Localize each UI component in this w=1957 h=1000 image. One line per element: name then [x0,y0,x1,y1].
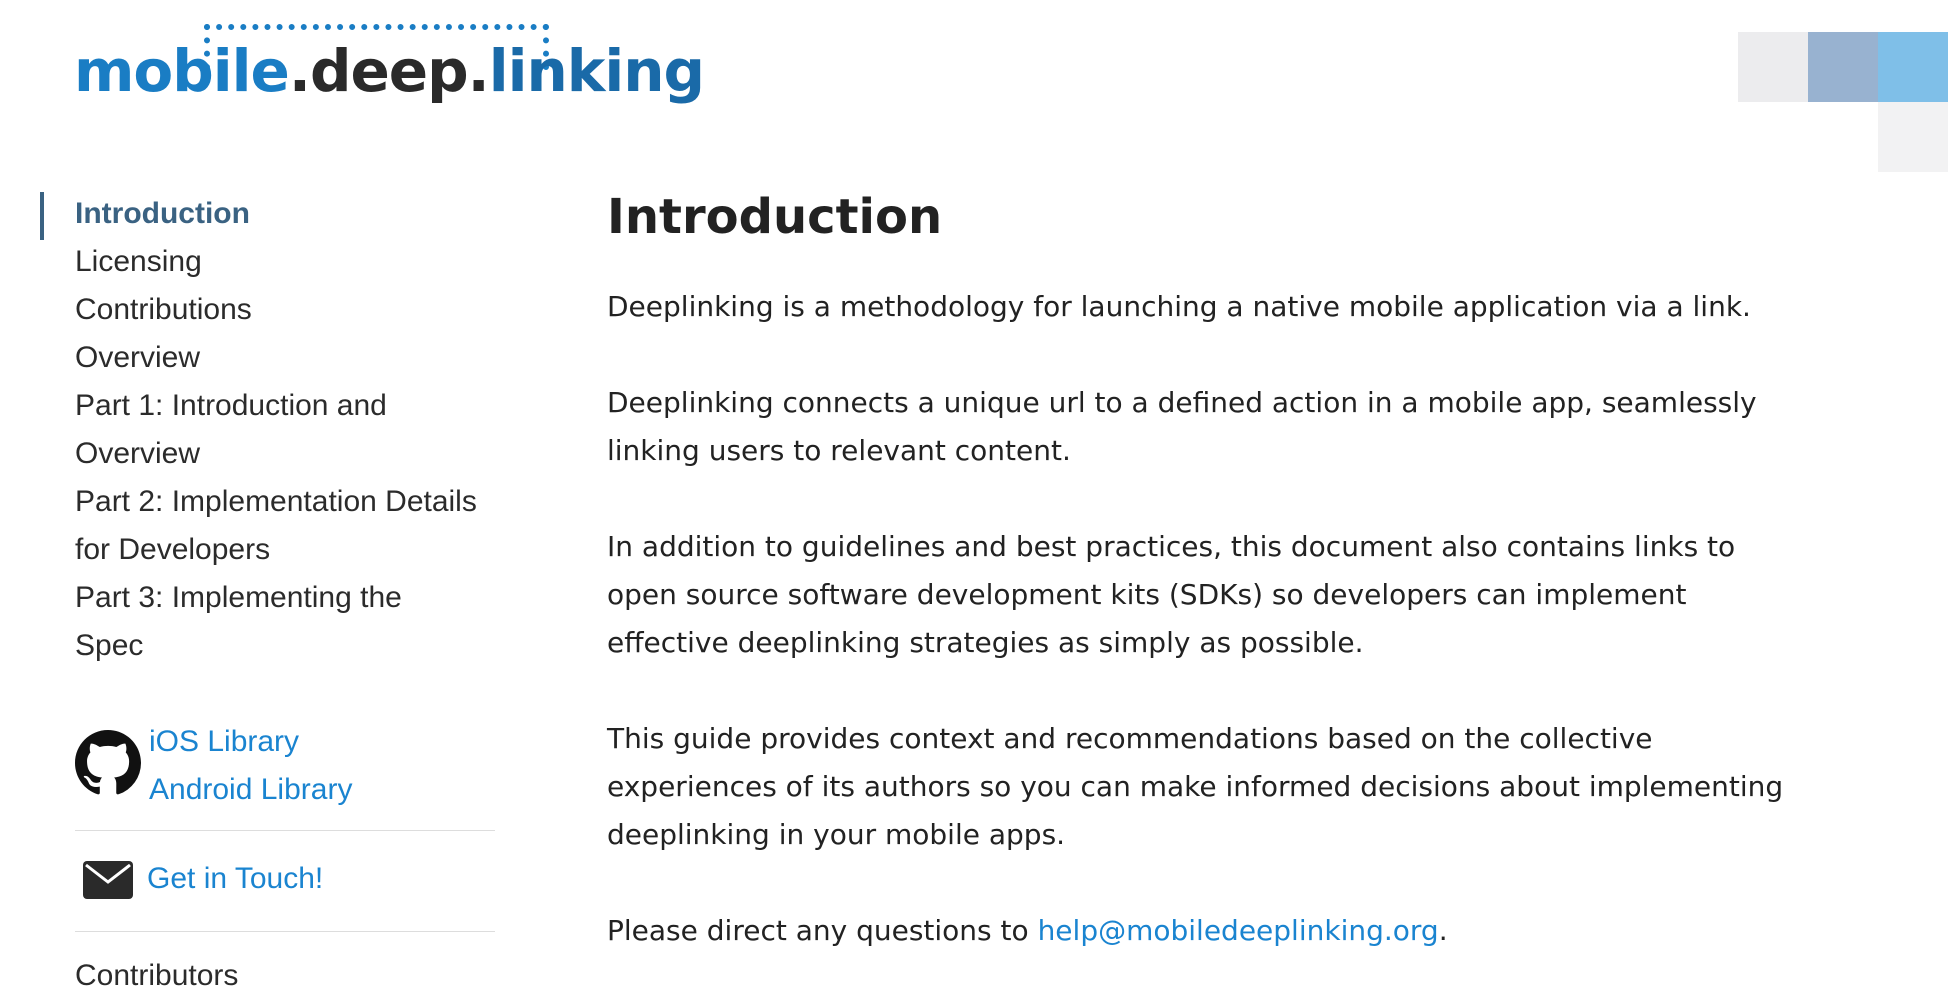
mail-icon [83,861,133,899]
contact-suffix: . [1438,914,1448,947]
get-in-touch-link[interactable]: Get in Touch! [147,862,324,895]
table-of-contents [40,190,500,670]
toc-item-part-1-line-1[interactable]: Part 1: Introduction and [75,389,387,422]
logo-text-part-1: mobile [74,37,289,105]
toc-item-part-1-line-2[interactable]: Overview [75,437,201,470]
github-icon [75,730,141,796]
logo-text [74,37,705,105]
decorative-square [1738,32,1808,102]
paragraph: Deeplinking connects a unique url to a defined action in a mobile app, seamlessly linking users to relevant content. [607,386,1757,467]
page-title: Introduction [607,189,943,245]
toc-item-introduction[interactable]: Introduction [40,190,500,238]
sidebar-nav [40,190,500,1000]
ios-library-link[interactable]: iOS Library [149,725,300,758]
toc-item-part-3-line-1[interactable]: Part 3: Implementing the [75,581,402,614]
main-content [607,185,1787,955]
logo-text-part-3: linking [488,37,705,105]
toc-item-contributions[interactable]: Contributions [75,293,252,326]
decorative-square [1878,102,1948,172]
paragraph: In addition to guidelines and best practices, this document also contains links to open source software development kits (SDKs) so developers can implement effective deeplinking strategies as simply as possible. [607,530,1736,659]
contact-prefix: Please direct any questions to [607,914,1038,947]
toc-item-overview[interactable]: Overview [75,341,201,374]
paragraph: This guide provides context and recommendations based on the collective experiences of its authors so you can make informed decisions about implementing deeplinking in your mobile apps. [607,722,1784,851]
contact-section [75,831,500,931]
toc-item-licensing[interactable]: Licensing [75,245,202,278]
toc-item-part-2-line-2[interactable]: for Developers [75,533,271,566]
library-links [75,718,500,814]
toc-item-part-3-line-2[interactable]: Spec [75,629,144,662]
contact-paragraph [607,907,1787,955]
paragraph: Deeplinking is a methodology for launching a native mobile application via a link. [607,290,1751,323]
decorative-square [1878,32,1948,102]
library-link-list [149,718,352,814]
android-library-link[interactable]: Android Library [149,773,353,806]
logo-text-part-2: .deep. [288,37,489,105]
contributors-heading[interactable]: Contributors [75,959,239,992]
toc-item-part-2-line-1[interactable]: Part 2: Implementation Details [75,485,477,518]
divider [75,931,495,932]
help-email-link[interactable]: help@mobiledeeplinking.org [1037,914,1439,947]
site-logo[interactable] [74,18,705,118]
decorative-square [1808,32,1878,102]
